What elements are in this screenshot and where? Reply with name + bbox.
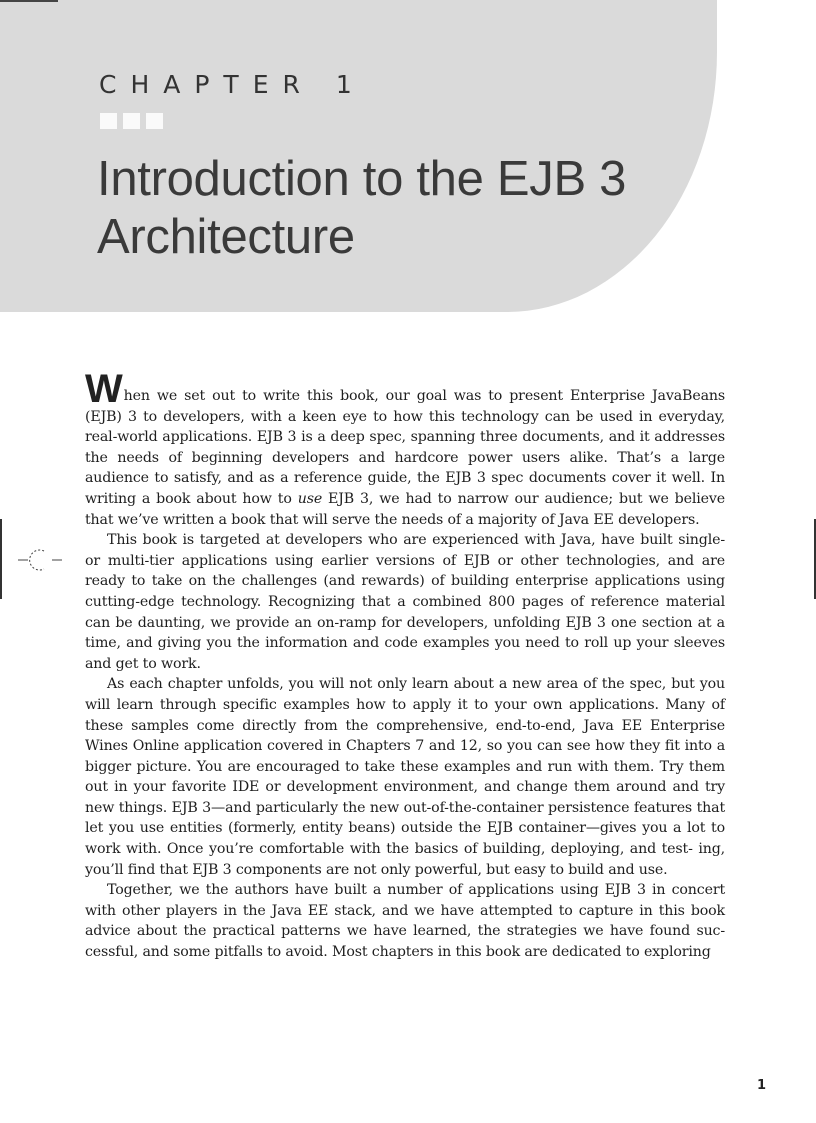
crop-mark-left xyxy=(0,519,2,599)
body-text xyxy=(85,367,725,963)
chapter-label: CHAPTER 1 xyxy=(99,70,366,99)
ornament-square xyxy=(123,113,140,129)
emphasis-text: use xyxy=(297,490,323,507)
ornament-square xyxy=(146,113,163,129)
paragraph: Together, we the authors have built a number of applications using EJB 3 in concert with other players in the Java EE stack, and we have attempted to capture in this book advice about the practical patterns we have learned, the strategies we have found suc- cessful, and some pitfalls to avoid. Most chapters in this book are dedicated to exploring xyxy=(85,882,725,961)
paragraph-text: hen we set out to write this book, our goal was to present Enterprise JavaBeans (EJB) 3 to developers, with a keen eye to how this technology can be used in everyday, real-world applications. EJB 3 is a deep spec, spanning three documents, and it addresses the needs of beginning developers and hardcore power users alike. That’s a large audience to satisfy, and as a reference guide, the EJB 3 spec documents cover it well. In writing a book about how to xyxy=(85,388,725,507)
chapter-ornament xyxy=(100,113,163,129)
top-rule xyxy=(0,0,58,2)
paragraph xyxy=(85,367,725,530)
dropcap: W xyxy=(85,367,123,411)
page-number: 1 xyxy=(757,1078,767,1093)
registration-mark-icon xyxy=(18,548,62,572)
paragraph: This book is targeted at developers who are experienced with Java, have built single- or multi-tier applications using earlier versions of EJB or other technologies, and are ready to take on the challenges (and rewards) of building enterprise applications using cutting-edge technology. Recognizing that a combined 800 pages of reference material can be daunting, we provide an on-ramp for developers, unfolding EJB 3 one section at a time, and giving you the information and code examples you need to roll up your sleeves and get to work. xyxy=(85,532,725,672)
ornament-square xyxy=(100,113,117,129)
chapter-title: Introduction to the EJB 3 Architecture xyxy=(97,152,627,264)
paragraph: As each chapter unfolds, you will not only learn about a new area of the spec, but you will learn through specific examples how to apply it to your own applications. Many of these samples come directly from the comprehensive, end-to-end, Java EE Enterprise Wines Online application covered in Chapters 7 and 12, so you can see how they fit into a bigger picture. You are encouraged to take these examples and run with them. Try them out in your favorite IDE or development environment, and change them around and try new things. EJB 3—and particularly the new out-of-the-container persistence features that let you use entities (formerly, entity beans) outside the EJB container—gives you a lot to work with. Once you’re comfortable with the basics of building, deploying, and test- ing, you’ll find that EJB 3 components are not only powerful, but easy to build and use. xyxy=(85,676,725,878)
paragraph-text: EJB 3, we had to narrow our audience; but we believe that we’ve written a book that will serve the needs of a majority of Java EE developers. xyxy=(85,490,725,528)
